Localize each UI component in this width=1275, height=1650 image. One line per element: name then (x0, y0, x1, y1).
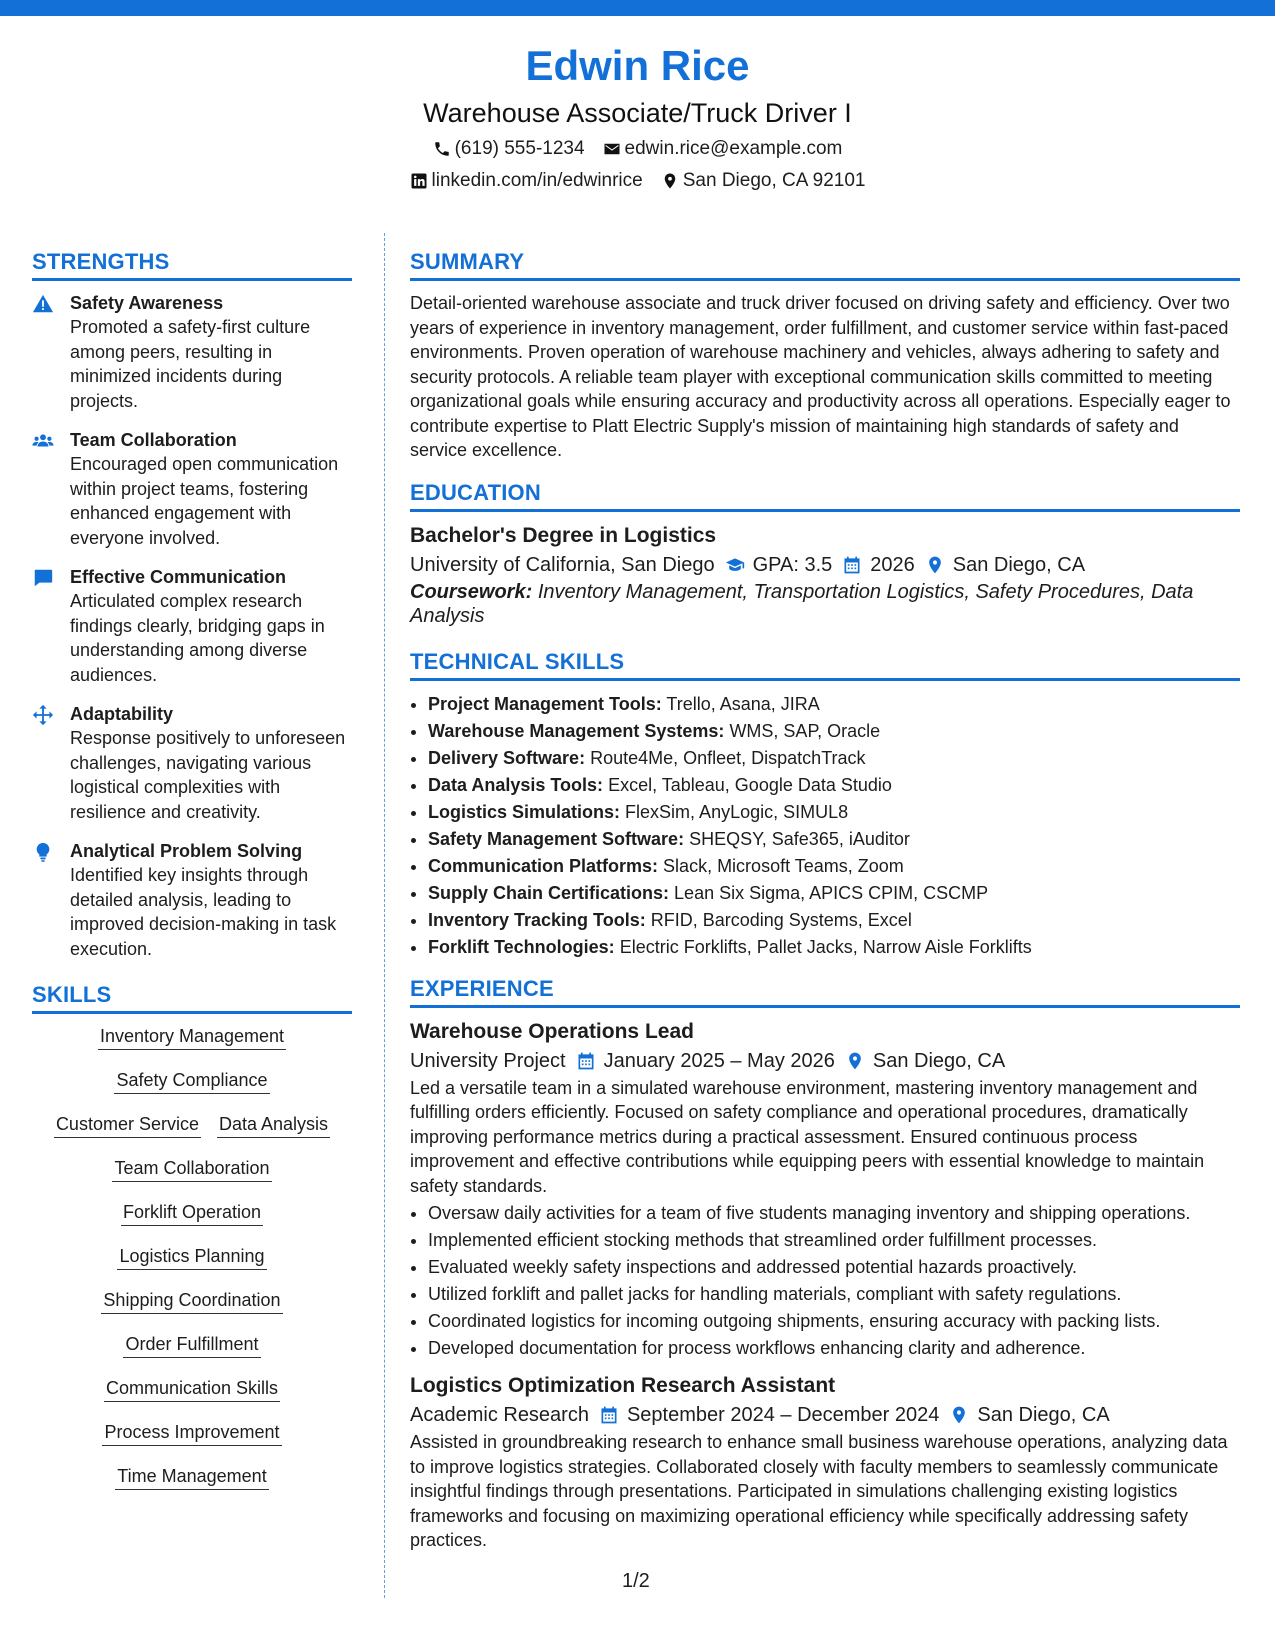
left-column (32, 248, 352, 1490)
calendar-icon (842, 555, 862, 575)
graduation-year: 2026 (870, 553, 915, 576)
strength-title: Team Collaboration (70, 430, 237, 450)
calendar-icon (599, 1405, 619, 1425)
strength-description: Response positively to unforeseen challenges, navigating various logistical complexities with resilience and creativity. (70, 728, 346, 822)
resume-header (0, 40, 1275, 194)
users-icon (32, 430, 54, 452)
skill-values: FlexSim, AnyLogic, SIMUL8 (625, 801, 849, 822)
list-item (428, 826, 1240, 853)
strength-title: Effective Communication (70, 567, 287, 587)
email-text[interactable]: edwin.rice@example.com (624, 138, 843, 159)
list-item: • Developed documentation for process workflows enhancing clarity and adherence. (428, 1335, 1240, 1362)
skill-values: Route4Me, Onfleet, DispatchTrack (590, 747, 866, 768)
list-item: • Implemented efficient stocking methods that streamlined order fulfillment processes. (428, 1227, 1240, 1254)
gpa-text: GPA: 3.5 (752, 553, 833, 576)
job-title: Warehouse Operations Lead (410, 1019, 694, 1043)
experience-heading: EXPERIENCE (410, 975, 1240, 1008)
coursework (410, 580, 1240, 628)
skill-tag: Team Collaboration (112, 1156, 271, 1182)
skill-tag: Communication Skills (104, 1376, 280, 1402)
strength-description: Promoted a safety-first culture among peers, resulting in minimized incidents during projects. (70, 317, 311, 411)
skill-category: Project Management Tools: (428, 693, 662, 714)
strengths-heading: STRENGTHS (32, 248, 352, 281)
skill-tag: Forklift Operation (121, 1200, 263, 1226)
strength-item (32, 839, 352, 961)
skill-tag: Inventory Management (98, 1024, 286, 1050)
skills-heading: SKILLS (32, 981, 352, 1014)
skill-tag: Process Improvement (102, 1420, 281, 1446)
list-item (428, 772, 1240, 799)
degree-title: Bachelor's Degree in Logistics (410, 523, 717, 547)
page-number: 1/2 (622, 1570, 650, 1592)
list-item: • Coordinated logistics for incoming outgoing shipments, ensuring accuracy with packing lists. (428, 1308, 1240, 1335)
skill-category: Communication Platforms: (428, 855, 659, 876)
strength-title: Adaptability (70, 704, 174, 724)
skill-tag: Order Fulfillment (123, 1332, 260, 1358)
skill-category: Safety Management Software: (428, 828, 685, 849)
list-item: • Oversaw daily activities for a team of five students managing inventory and shipping operations. (428, 1200, 1240, 1227)
job-org: University Project (410, 1049, 566, 1072)
right-column (410, 248, 1240, 1563)
job-dates: September 2024 – December 2024 (626, 1404, 940, 1426)
strength-item (32, 428, 352, 550)
skill-values: WMS, SAP, Oracle (729, 720, 881, 741)
education-heading: EDUCATION (410, 479, 1240, 512)
summary-heading: SUMMARY (410, 248, 1240, 281)
phone-contact (433, 136, 585, 162)
list-item (428, 907, 1240, 934)
strength-title: Analytical Problem Solving (70, 841, 303, 861)
technical-skills-list (410, 691, 1240, 961)
map-pin-icon (925, 555, 945, 575)
contact-row-2 (0, 168, 1275, 194)
coursework-text: Inventory Management, Transportation Logistics, Safety Procedures, Data Analysis (410, 580, 1194, 627)
skill-category: Data Analysis Tools: (428, 774, 604, 795)
list-item (428, 718, 1240, 745)
list-item: • Utilized forklift and pallet jacks for handling materials, compliant with safety regulations. (428, 1281, 1240, 1308)
experience-entry (410, 1018, 1240, 1363)
envelope-icon (603, 140, 621, 158)
map-pin-icon (949, 1405, 969, 1425)
phone-text: (619) 555-1234 (454, 138, 585, 159)
job-meta (410, 1046, 1240, 1076)
list-item (428, 799, 1240, 826)
phone-icon (433, 140, 451, 158)
strength-item (32, 702, 352, 824)
graduation-cap-icon (725, 555, 745, 575)
skill-values: RFID, Barcoding Systems, Excel (650, 909, 912, 930)
linkedin-icon (410, 172, 428, 190)
skills-list (32, 1024, 352, 1490)
skill-tag: Shipping Coordination (101, 1288, 282, 1314)
location-text: San Diego, CA 92101 (682, 170, 866, 191)
job-location: San Diego, CA (872, 1049, 1006, 1072)
education-location: San Diego, CA (952, 553, 1086, 576)
strength-description: Articulated complex research findings clearly, bridging gaps in understanding among diverse audiences. (70, 591, 325, 685)
strength-description: Encouraged open communication within project teams, fostering enhanced engagement with everyone involved. (70, 454, 339, 548)
skill-category: Forklift Technologies: (428, 936, 615, 957)
top-accent-bar (0, 0, 1275, 16)
skill-category: Logistics Simulations: (428, 801, 621, 822)
job-meta (410, 1400, 1240, 1430)
skill-tag: Customer Service (54, 1112, 201, 1138)
education-meta (410, 550, 1240, 580)
list-item (428, 745, 1240, 772)
skill-values: Slack, Microsoft Teams, Zoom (663, 855, 904, 876)
skill-values: Excel, Tableau, Google Data Studio (608, 774, 892, 795)
calendar-icon (576, 1051, 596, 1071)
strength-item (32, 565, 352, 687)
coursework-label: Coursework: (410, 580, 533, 603)
skill-category: Inventory Tracking Tools: (428, 909, 646, 930)
job-org: Academic Research (410, 1404, 589, 1426)
job-description: Led a versatile team in a simulated warehouse environment, mastering inventory management and fulfilling orders efficiently. Focused on safety compliance and operational procedures, dramatically improving performance metrics during a practical assessment. Ensured continuous process improvement and effective contributions while equipping peers with essential knowledge to maintain safety standards. (410, 1077, 1205, 1196)
skill-values: Trello, Asana, JIRA (666, 693, 820, 714)
skill-tag: Time Management (115, 1464, 268, 1490)
list-item (428, 853, 1240, 880)
chat-bubble-icon (32, 567, 54, 589)
job-location: San Diego, CA (977, 1404, 1110, 1426)
arrows-move-icon (32, 704, 54, 726)
skill-category: Supply Chain Certifications: (428, 882, 670, 903)
strength-item (32, 291, 352, 413)
contact-row-1 (0, 136, 1275, 162)
lightbulb-icon (32, 841, 54, 863)
school-name: University of California, San Diego (410, 553, 715, 576)
warning-triangle-icon (32, 293, 54, 315)
list-item: • Evaluated weekly safety inspections and addressed potential hazards proactively. (428, 1254, 1240, 1281)
summary-text: Detail-oriented warehouse associate and truck driver focused on driving safety and efficiency. Over two years of experience in inventory management, order fulfillment, and customer service within fast-paced environments. Proven operation of warehouse machinery and vehicles, always adhering to safety and security protocols. A reliable team player with exceptional communication skills committed to meeting organizational goals while ensuring accuracy and productivity across all operations. Especially eager to contribute expertise to Platt Electric Supply's mission of maintaining high standards of safety and service excellence. (410, 293, 1231, 460)
map-pin-icon (845, 1051, 865, 1071)
email-contact[interactable] (603, 136, 843, 162)
column-divider (384, 233, 385, 1598)
job-dates: January 2025 – May 2026 (603, 1049, 835, 1072)
job-title: Logistics Optimization Research Assistant (410, 1374, 836, 1397)
location-contact (661, 168, 866, 194)
linkedin-text[interactable]: linkedin.com/in/edwinrice (431, 170, 643, 191)
candidate-role: Warehouse Associate/Truck Driver I (423, 98, 852, 128)
skill-category: Delivery Software: (428, 747, 586, 768)
list-item (428, 934, 1240, 961)
strength-title: Safety Awareness (70, 293, 224, 313)
skill-values: Lean Six Sigma, APICS CPIM, CSCMP (674, 882, 989, 903)
list-item (428, 880, 1240, 907)
job-description: Assisted in groundbreaking research to enhance small business warehouse operations, analyzing data to improve logistics strategies. Collaborated closely with faculty members to seamlessly communicate insightful findings through presentations. Participated in simulations challenging existing logistics frameworks and focusing on maximizing operational efficiency while specifically addressing safety practices. (410, 1432, 1228, 1550)
skill-tag: Data Analysis (217, 1112, 330, 1138)
candidate-name: Edwin Rice (525, 42, 750, 89)
job-bullets (410, 1200, 1240, 1362)
skill-tag: Logistics Planning (117, 1244, 266, 1270)
skill-tag: Safety Compliance (114, 1068, 269, 1094)
map-pin-icon (661, 172, 679, 190)
skill-category: Warehouse Management Systems: (428, 720, 725, 741)
skill-values: Electric Forklifts, Pallet Jacks, Narrow Aisle Forklifts (619, 936, 1032, 957)
linkedin-contact[interactable] (410, 168, 643, 194)
skill-values: SHEQSY, Safe365, iAuditor (689, 828, 910, 849)
technical-skills-heading: TECHNICAL SKILLS (410, 648, 1240, 681)
strength-description: Identified key insights through detailed analysis, leading to improved decision-making in task execution. (70, 865, 337, 959)
experience-entry (410, 1372, 1240, 1553)
list-item (428, 691, 1240, 718)
